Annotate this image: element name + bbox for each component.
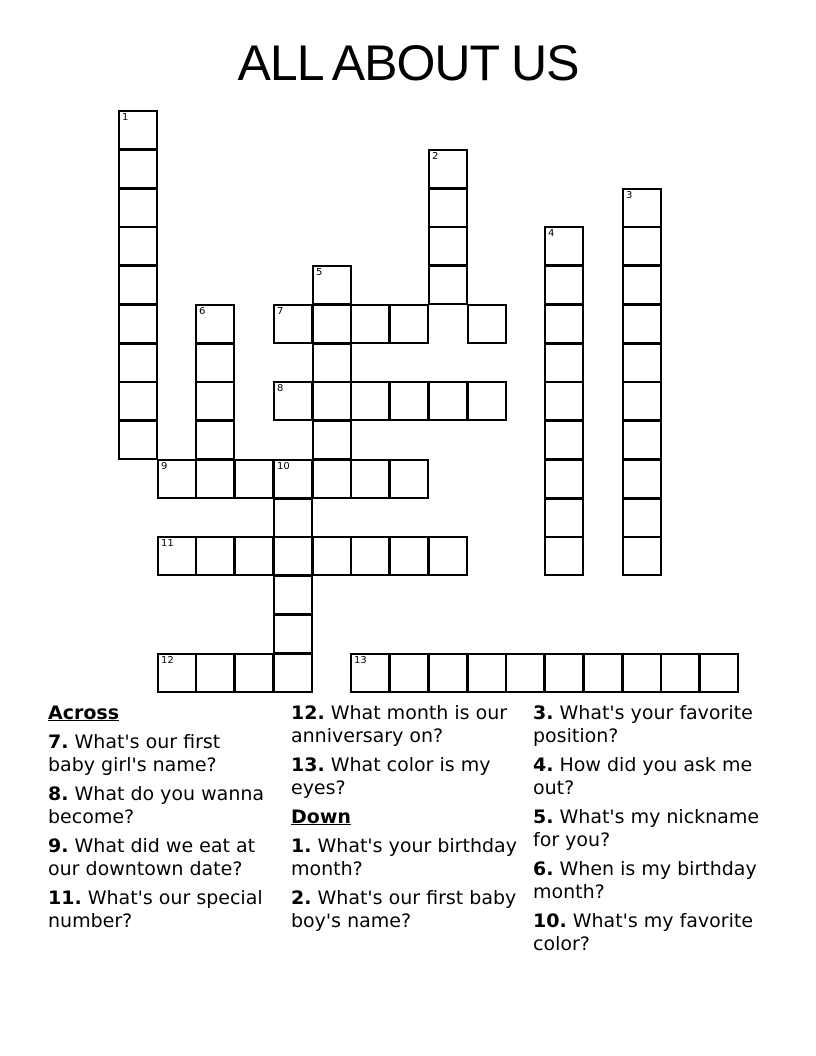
- grid-cell[interactable]: [389, 381, 429, 421]
- cell-number: 1: [122, 112, 129, 123]
- clue-number: 5.: [533, 806, 554, 828]
- grid-cell[interactable]: [273, 536, 313, 576]
- grid-cell[interactable]: [544, 498, 584, 538]
- puzzle-title: ALL ABOUT US: [237, 35, 579, 91]
- cell-number: 12: [161, 655, 174, 666]
- grid-cell[interactable]: [157, 653, 197, 693]
- grid-cell[interactable]: [273, 575, 313, 615]
- clue-text: What do you wanna become?: [48, 783, 265, 828]
- clue-number: 7.: [48, 731, 69, 753]
- cell-number: 9: [161, 461, 168, 472]
- grid-cell[interactable]: [622, 653, 662, 693]
- grid-cell[interactable]: [622, 188, 662, 228]
- cell-number: 3: [626, 190, 633, 201]
- grid-cell[interactable]: [118, 149, 158, 189]
- grid-cell[interactable]: [273, 459, 313, 499]
- grid-cell[interactable]: [157, 459, 197, 499]
- grid-cell[interactable]: [312, 304, 352, 344]
- grid-cell[interactable]: [544, 381, 584, 421]
- clue-text: What's our first baby boy's name?: [291, 887, 517, 932]
- clue-across-11: [48, 887, 273, 933]
- clue-down-3: [533, 702, 768, 748]
- grid-cell[interactable]: [505, 653, 545, 693]
- clue-text: What's my favorite color?: [533, 910, 754, 955]
- grid-cell[interactable]: [118, 226, 158, 266]
- grid-cell[interactable]: [312, 536, 352, 576]
- grid-cell[interactable]: [699, 653, 739, 693]
- clue-down-10: [533, 910, 768, 956]
- grid-cell[interactable]: [312, 381, 352, 421]
- grid-cell[interactable]: [467, 304, 507, 344]
- grid-cell[interactable]: [544, 304, 584, 344]
- grid-cell[interactable]: [195, 459, 235, 499]
- cell-number: 11: [161, 538, 174, 549]
- grid-cell[interactable]: [350, 536, 390, 576]
- clue-text: What did we eat at our downtown date?: [48, 835, 256, 880]
- clue-text: What's your favorite position?: [533, 702, 753, 747]
- grid-cell[interactable]: [389, 653, 429, 693]
- clue-across-13: [291, 754, 526, 800]
- grid-cell[interactable]: [389, 459, 429, 499]
- grid-cell[interactable]: [544, 536, 584, 576]
- grid-cell[interactable]: [622, 304, 662, 344]
- clue-number: 1.: [291, 835, 312, 857]
- grid-cell[interactable]: [622, 265, 662, 305]
- clue-number: 11.: [48, 887, 82, 909]
- grid-cell[interactable]: [234, 459, 274, 499]
- grid-cell[interactable]: [544, 265, 584, 305]
- grid-cell[interactable]: [273, 653, 313, 693]
- clue-column-3: [533, 702, 768, 962]
- clue-number: 13.: [291, 754, 325, 776]
- clue-across-12: [291, 702, 526, 748]
- grid-cell[interactable]: [428, 226, 468, 266]
- clue-number: 12.: [291, 702, 325, 724]
- clue-across-7: [48, 731, 273, 777]
- grid-cell[interactable]: [312, 265, 352, 305]
- grid-cell[interactable]: [234, 653, 274, 693]
- clue-down-4: [533, 754, 768, 800]
- grid-cell[interactable]: [389, 304, 429, 344]
- grid-cell[interactable]: [312, 459, 352, 499]
- grid-cell[interactable]: [234, 536, 274, 576]
- grid-cell[interactable]: [660, 653, 700, 693]
- grid-cell[interactable]: [350, 459, 390, 499]
- clue-number: 9.: [48, 835, 69, 857]
- cell-number: 13: [354, 655, 367, 666]
- grid-cell[interactable]: [389, 536, 429, 576]
- grid-cell[interactable]: [195, 304, 235, 344]
- clue-down-6: [533, 858, 768, 904]
- clue-down-5: [533, 806, 768, 852]
- grid-cell[interactable]: [544, 459, 584, 499]
- cell-number: 10: [277, 461, 290, 472]
- clue-down-1: [291, 835, 526, 881]
- grid-cell[interactable]: [467, 653, 507, 693]
- grid-cell[interactable]: [273, 498, 313, 538]
- grid-cell[interactable]: [622, 226, 662, 266]
- cell-number: 2: [432, 151, 439, 162]
- grid-cell[interactable]: [428, 653, 468, 693]
- grid-cell[interactable]: [350, 304, 390, 344]
- grid-cell[interactable]: [118, 381, 158, 421]
- grid-cell[interactable]: [428, 265, 468, 305]
- grid-cell[interactable]: [273, 381, 313, 421]
- clue-text: What's your birthday month?: [291, 835, 517, 880]
- across-heading: Across: [48, 702, 120, 724]
- grid-cell[interactable]: [622, 498, 662, 538]
- clue-text: What color is my eyes?: [291, 754, 491, 799]
- grid-cell[interactable]: [118, 188, 158, 228]
- clue-text: How did you ask me out?: [533, 754, 753, 799]
- grid-cell[interactable]: [622, 536, 662, 576]
- clue-number: 4.: [533, 754, 554, 776]
- clue-number: 6.: [533, 858, 554, 880]
- grid-cell[interactable]: [622, 381, 662, 421]
- grid-cell[interactable]: [622, 420, 662, 460]
- clue-number: 10.: [533, 910, 567, 932]
- clue-number: 8.: [48, 783, 69, 805]
- clue-across-8: [48, 783, 273, 829]
- down-heading: Down: [291, 806, 351, 828]
- clue-text: What's my nickname for you?: [533, 806, 760, 851]
- clue-text: What's our first baby girl's name?: [48, 731, 221, 776]
- clue-down-2: [291, 887, 526, 933]
- grid-cell[interactable]: [622, 343, 662, 383]
- grid-cell[interactable]: [118, 304, 158, 344]
- grid-cell[interactable]: [195, 343, 235, 383]
- clue-across-9: [48, 835, 273, 881]
- clue-column-2: [291, 702, 526, 939]
- grid-cell[interactable]: [312, 343, 352, 383]
- grid-cell[interactable]: [428, 188, 468, 228]
- grid-cell[interactable]: [583, 653, 623, 693]
- grid-cell[interactable]: [195, 536, 235, 576]
- grid-cell[interactable]: [273, 614, 313, 654]
- cell-number: 4: [548, 228, 555, 239]
- grid-cell[interactable]: [118, 110, 158, 150]
- clue-text: What month is our anniversary on?: [291, 702, 508, 747]
- grid-cell[interactable]: [118, 343, 158, 383]
- grid-cell[interactable]: [467, 381, 507, 421]
- clue-number: 2.: [291, 887, 312, 909]
- clue-column-1: [48, 702, 273, 939]
- grid-cell[interactable]: [544, 226, 584, 266]
- grid-cell[interactable]: [195, 420, 235, 460]
- grid-cell[interactable]: [350, 653, 390, 693]
- grid-cell[interactable]: [195, 653, 235, 693]
- grid-cell[interactable]: [118, 265, 158, 305]
- clue-text: What's our special number?: [48, 887, 263, 932]
- cell-number: 5: [316, 267, 323, 278]
- cell-number: 8: [277, 383, 284, 394]
- cell-number: 6: [199, 306, 206, 317]
- clue-number: 3.: [533, 702, 554, 724]
- grid-cell[interactable]: [312, 420, 352, 460]
- grid-cell[interactable]: [273, 304, 313, 344]
- grid-cell[interactable]: [428, 381, 468, 421]
- grid-cell[interactable]: [544, 420, 584, 460]
- grid-cell[interactable]: [428, 149, 468, 189]
- grid-cell[interactable]: [118, 420, 158, 460]
- grid-cell[interactable]: [544, 343, 584, 383]
- grid-cell[interactable]: [428, 536, 468, 576]
- grid-cell[interactable]: [195, 381, 235, 421]
- grid-cell[interactable]: [350, 381, 390, 421]
- grid-cell[interactable]: [622, 459, 662, 499]
- grid-cell[interactable]: [157, 536, 197, 576]
- cell-number: 7: [277, 306, 284, 317]
- clue-text: When is my birthday month?: [533, 858, 757, 903]
- grid-cell[interactable]: [544, 653, 584, 693]
